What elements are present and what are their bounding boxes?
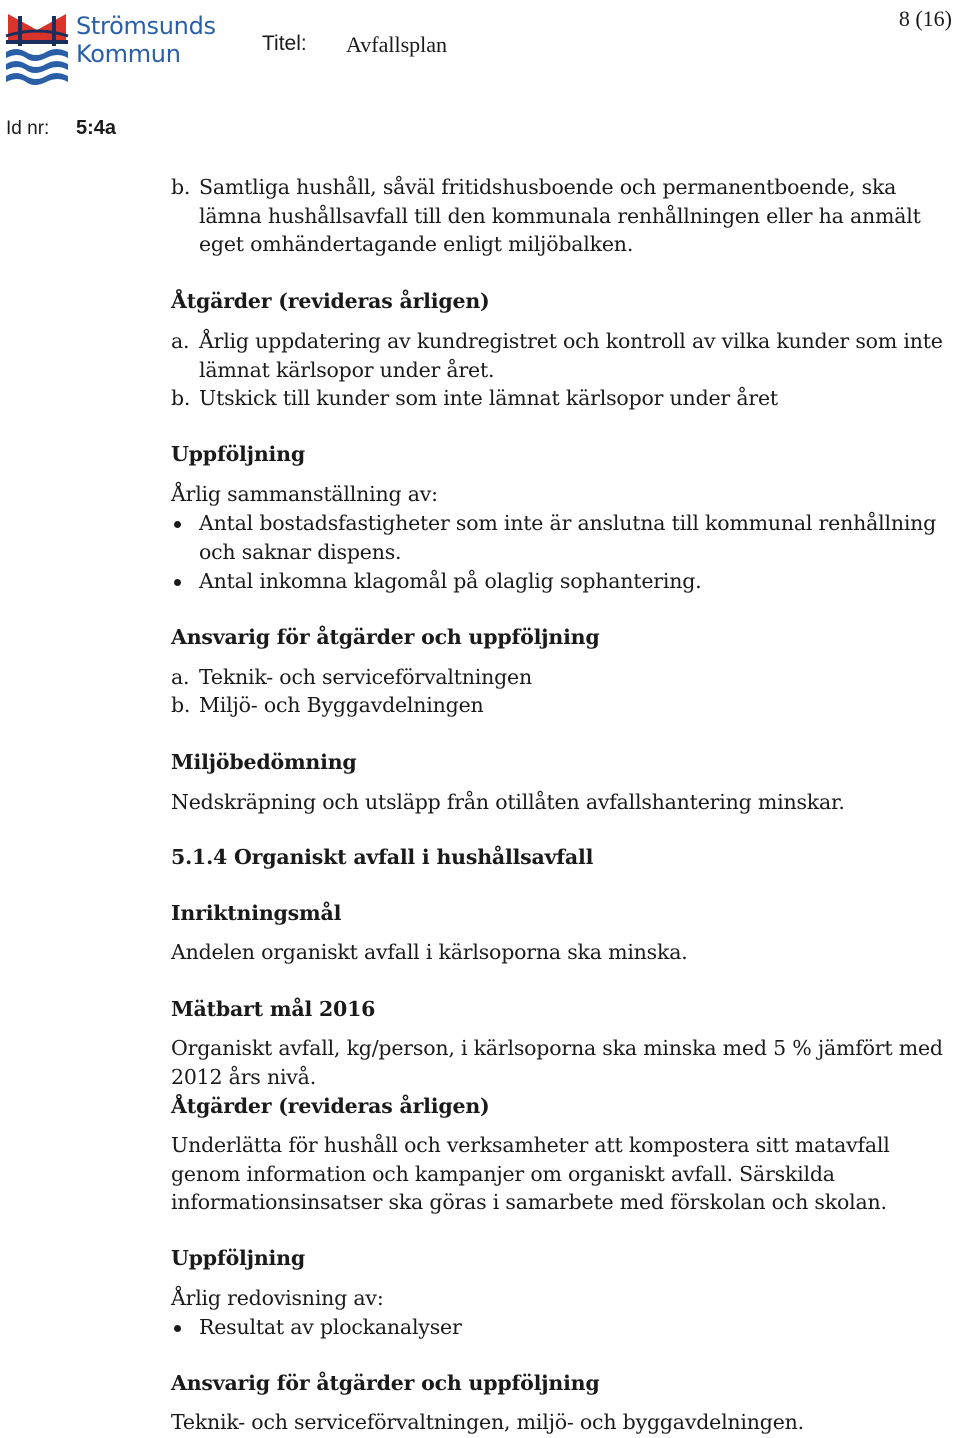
responsible-item-label: a. <box>171 665 190 689</box>
action-item-label: a. <box>171 329 190 353</box>
action-item <box>171 327 960 384</box>
bullet-item <box>171 567 960 596</box>
environment-text: Nedskräpning och utsläpp från otillåten avfallshantering minskar. <box>171 790 845 814</box>
section-heading: Uppföljning <box>171 442 305 466</box>
bullet-icon <box>174 521 181 528</box>
followup-intro: Årlig sammanställning av: <box>171 482 438 506</box>
action-item <box>171 384 960 413</box>
section-heading: Ansvarig för åtgärder och uppföljning <box>171 1371 600 1395</box>
bridge-logo-icon <box>4 6 70 86</box>
action-item-label: b. <box>171 386 191 410</box>
logo-line-2: Kommun <box>76 40 181 68</box>
bullet-item <box>171 1313 960 1342</box>
responsible-item-text: Teknik- och serviceförvaltningen <box>199 665 532 689</box>
list-item-text: Samtliga hushåll, såväl fritidshusboende och permanentboende, ska lämna hushållsavfall till den kommunala renhållningen eller ha anmält eget omhändertagande enligt miljöbalken. <box>199 175 921 256</box>
list-item-label: b. <box>171 175 191 199</box>
responsible-item <box>171 691 960 720</box>
action-item-text: Årlig uppdatering av kundregistret och kontroll av vilka kunder som inte lämnat kärlsopor under året. <box>199 329 943 382</box>
bullet-text: Antal bostadsfastigheter som inte är anslutna till kommunal renhållning och saknar dispens. <box>199 511 937 564</box>
bullet-text: Antal inkomna klagomål på olaglig sophantering. <box>199 569 702 593</box>
responsible-item <box>171 663 960 692</box>
measurable-goal-text: Organiskt avfall, kg/person, i kärlsoporna ska minska med 5 % jämfört med 2012 års nivå. <box>171 1036 943 1089</box>
section-heading: Åtgärder (revideras årligen) <box>171 1094 490 1118</box>
logo-line-1: Strömsunds <box>76 12 216 40</box>
section-heading: Uppföljning <box>171 1246 305 1270</box>
logo-wordmark <box>76 12 216 68</box>
id-label: Id nr: <box>6 118 50 139</box>
document-title: Avfallsplan <box>346 32 448 57</box>
municipality-logo <box>4 6 216 92</box>
action-item-text: Utskick till kunder som inte lämnat kärlsopor under året <box>199 386 778 410</box>
followup-intro: Årlig redovisning av: <box>171 1286 384 1310</box>
responsible-item-text: Miljö- och Byggavdelningen <box>199 693 484 717</box>
bullet-icon <box>174 1325 181 1332</box>
responsible-text: Teknik- och serviceförvaltningen, miljö- och byggavdelningen. <box>171 1410 804 1434</box>
actions-text: Underlätta för hushåll och verksamheter att kompostera sitt matavfall genom information och kampanjer om organiskt avfall. Särskilda informationsinsatser ska göras i samarbete med förskolan och skolan. <box>171 1133 890 1214</box>
title-label: Titel: <box>262 32 307 55</box>
bullet-icon <box>174 579 181 586</box>
goal-text: Andelen organiskt avfall i kärlsoporna ska minska. <box>171 940 688 964</box>
bullet-item <box>171 509 960 566</box>
id-value: 5:4a <box>76 117 117 139</box>
list-item <box>171 173 960 259</box>
section-heading: Åtgärder (revideras årligen) <box>171 289 490 313</box>
responsible-item-label: b. <box>171 693 191 717</box>
section-heading: Miljöbedömning <box>171 750 357 774</box>
section-heading: Ansvarig för åtgärder och uppföljning <box>171 625 600 649</box>
bullet-text: Resultat av plockanalyser <box>199 1315 462 1339</box>
section-heading: Inriktningsmål <box>171 901 342 925</box>
page-number: 8 (16) <box>898 6 952 31</box>
section-heading: Mätbart mål 2016 <box>171 997 376 1021</box>
chapter-heading: 5.1.4 Organiskt avfall i hushållsavfall <box>171 845 594 869</box>
